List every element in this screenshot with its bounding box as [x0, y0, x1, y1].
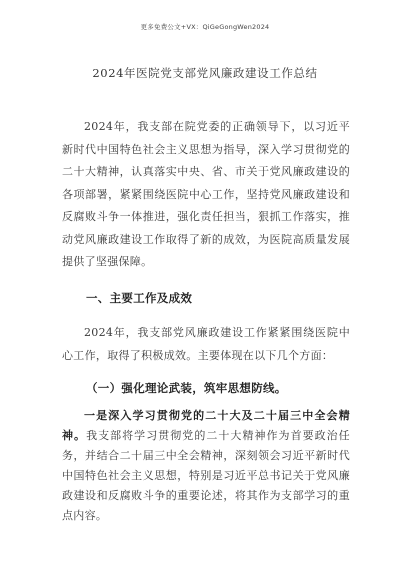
subsection-heading: （一）强化理论武装，筑牢思想防线。	[86, 381, 287, 395]
section-heading: 一、主要工作及成效	[86, 291, 193, 305]
document-title: 2024年医院党支部党风廉政建设工作总结	[92, 66, 318, 80]
item-body: 我支部将学习贯彻党的二十大精神作为首要政治任务，并结合二十届三中全会精神，深刻领会习近平新时代中国特色社会主义思想，特别是习近平总书记关于党风廉政建设和反腐败斗争的重要论述，将其作为支部学习的重点内容。	[62, 429, 350, 522]
header-note: 更多免费公文+VX：QiGeGongWen2024	[140, 23, 270, 31]
item-paragraph	[62, 406, 350, 526]
item-lead: 一是深入学习贯彻党的二十大及二十届三中全会精神。	[62, 409, 350, 442]
section-intro-paragraph: 2024年，我支部党风廉政建设工作紧紧围绕医院中心工作，取得了积极成效。主要体现在以下几个方面：	[62, 326, 350, 362]
intro-paragraph: 2024年，我支部在院党委的正确领导下，以习近平新时代中国特色社会主义思想为指导，深入学习贯彻党的二十大精神，认真落实中央、省、市关于党风廉政建设的各项部署，紧紧围绕医院中心工作，坚持党风廉政建设和反腐败斗争一体推进，强化责任担当，狠抓工作落实，推动党风廉政建设工作取得了新的成效，为医院高质量发展提供了坚强保障。	[62, 120, 350, 268]
